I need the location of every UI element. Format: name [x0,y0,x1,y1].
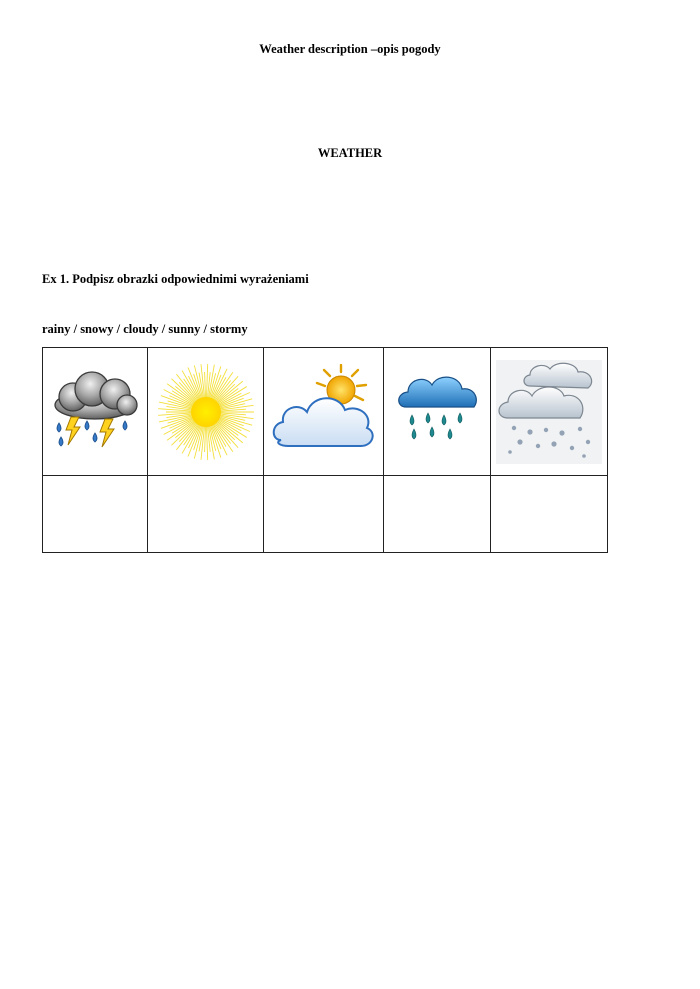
picture-cell-2 [148,348,264,476]
word-bank: rainy / snowy / cloudy / sunny / stormy [42,322,248,336]
exercise-heading: Ex 1. Podpisz obrazki odpowiednimi wyrażeniami [42,272,309,286]
answer-cell-1[interactable] [43,476,148,553]
weather-table [42,347,608,553]
sun-icon [154,362,258,462]
answer-row [43,476,608,553]
answer-cell-3[interactable] [264,476,384,553]
picture-cell-4 [384,348,491,476]
section-heading: WEATHER [317,146,383,160]
rain-cloud-icon [392,367,482,457]
storm-cloud-icon [47,367,143,457]
answer-cell-5[interactable] [491,476,608,553]
picture-cell-3 [264,348,384,476]
picture-row [43,348,608,476]
snow-cloud-icon [496,360,602,464]
picture-cell-1 [43,348,148,476]
answer-cell-2[interactable] [148,476,264,553]
sun-behind-cloud-icon [269,364,379,460]
picture-cell-5 [491,348,608,476]
document-title: Weather description –opis pogody [259,42,441,56]
answer-cell-4[interactable] [384,476,491,553]
